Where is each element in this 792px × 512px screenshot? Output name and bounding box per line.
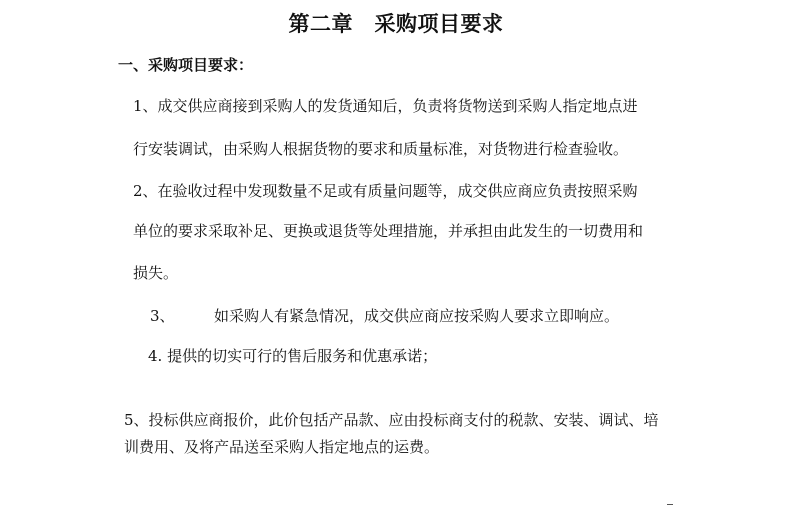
section-heading: 一、采购项目要求： bbox=[118, 56, 254, 74]
paragraph-4-line-1: 4. 提供的切实可行的售后服务和优惠承诺； bbox=[148, 347, 438, 365]
paragraph-5-line-2: 训费用、及将产品送至采购人指定地点的运费。 bbox=[124, 438, 440, 456]
paragraph-2-line-1: 2、在验收过程中发现数量不足或有质量问题等，成交供应商应负责按照采购 bbox=[133, 182, 638, 200]
chapter-title: 第二章 采购项目要求 bbox=[288, 12, 504, 36]
paragraph-5-line-1: 5、投标供应商报价，此价包括产品款、应由投标商支付的税款、安装、调试、培 bbox=[124, 411, 659, 429]
paragraph-1-line-2: 行安装调试，由采购人根据货物的要求和质量标准，对货物进行检查验收。 bbox=[133, 140, 629, 158]
page-corner-mark bbox=[667, 504, 673, 505]
paragraph-3-number: 3、 bbox=[150, 307, 175, 325]
paragraph-3-text: 如采购人有紧急情况，成交供应商应按采购人要求立即响应。 bbox=[214, 307, 620, 325]
paragraph-2-line-2: 单位的要求采取补足、更换或退货等处理措施，并承担由此发生的一切费用和 bbox=[133, 222, 644, 240]
paragraph-2-line-3: 损失。 bbox=[133, 264, 179, 282]
paragraph-1-line-1: 1、成交供应商接到采购人的发货通知后，负责将货物送到采购人指定地点进 bbox=[133, 97, 638, 115]
